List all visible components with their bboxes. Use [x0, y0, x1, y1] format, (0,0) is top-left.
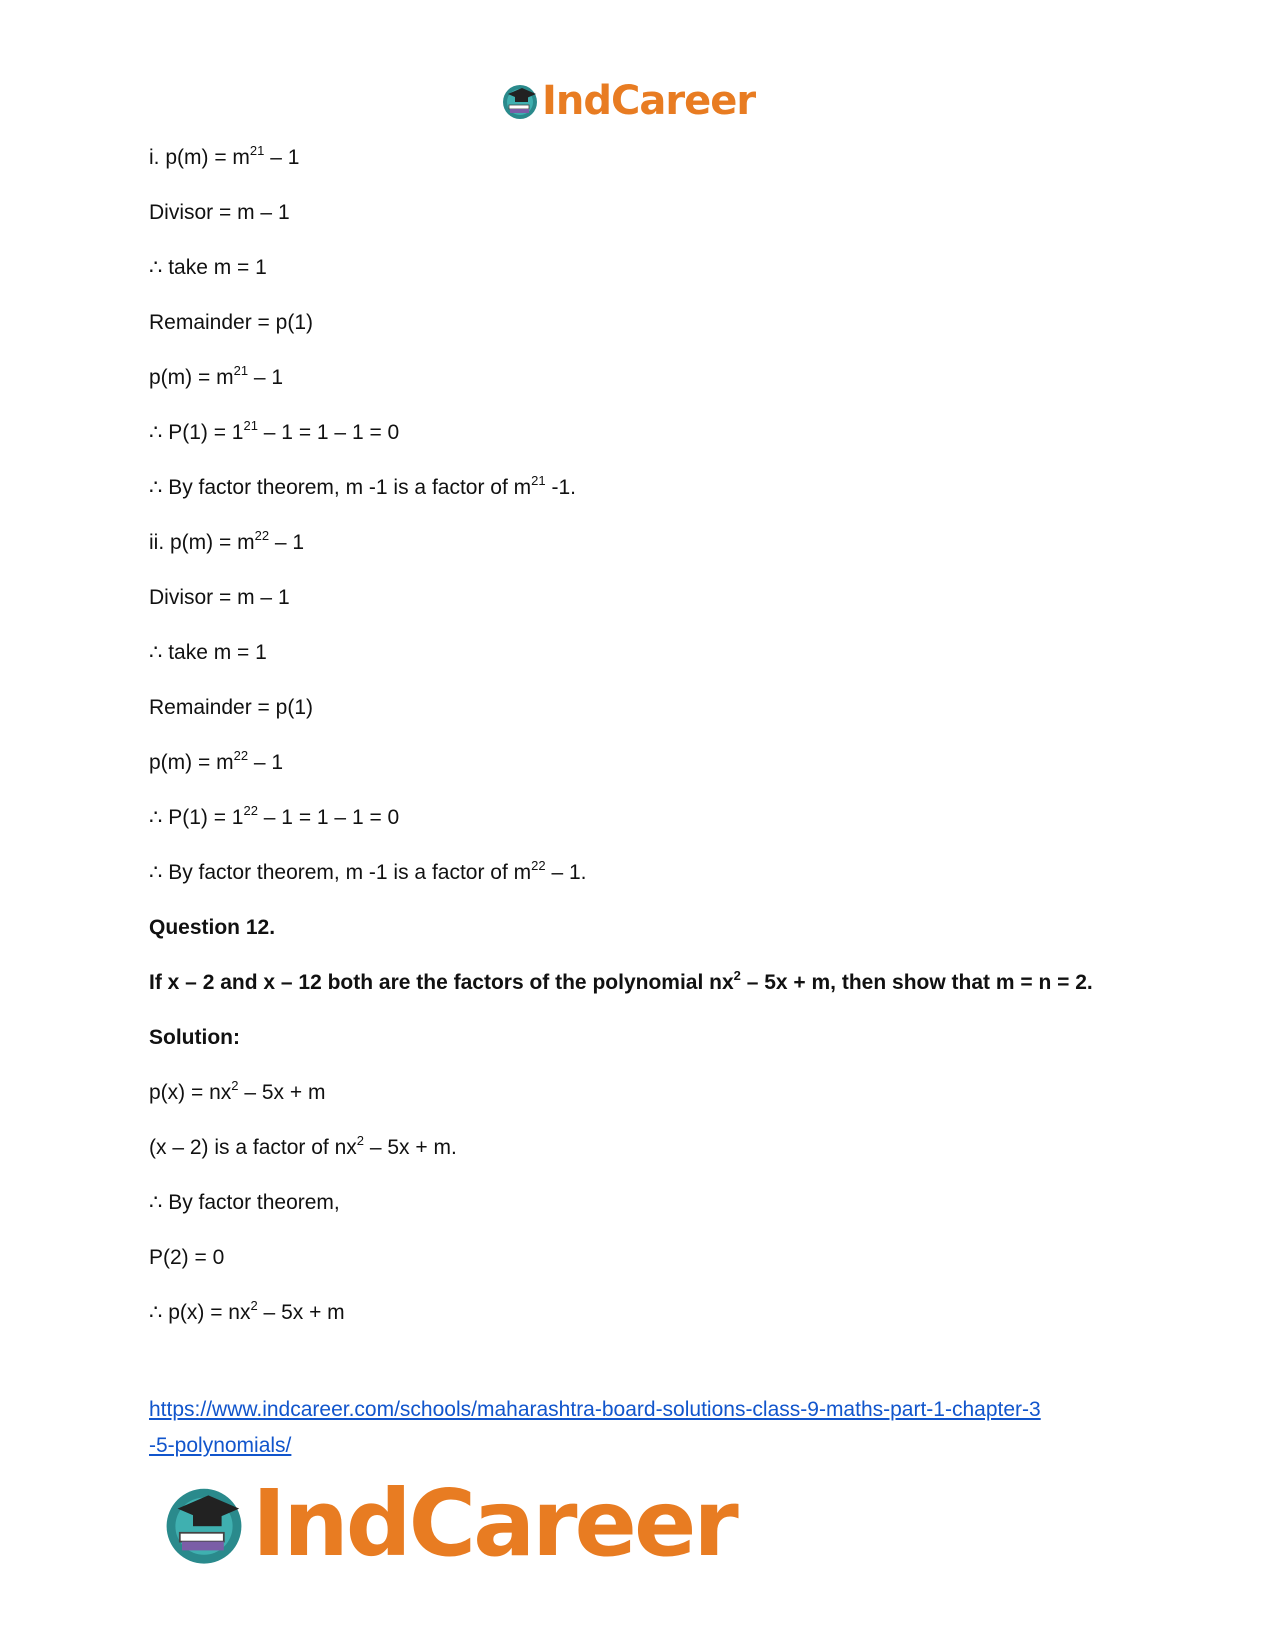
header-logo [500, 78, 755, 124]
text-line [149, 749, 1129, 777]
footer-logo [160, 1470, 736, 1577]
text-line [149, 584, 1129, 612]
line-text: ii. p(m) = m [149, 531, 255, 554]
line-text: Remainder = p(1) [149, 311, 313, 334]
line-text: ∴ By factor theorem, m -1 is a factor of m [149, 861, 532, 884]
line-text-after: – 1 [248, 366, 284, 389]
heading-line [149, 914, 1129, 942]
exponent: 21 [531, 473, 546, 488]
text-line [149, 639, 1129, 667]
line-text: p(x) = nx [149, 1081, 232, 1104]
heading-line [149, 1024, 1129, 1052]
source-link-line-1[interactable]: https://www.indcareer.com/schools/maharashtra-board-solutions-class-9-maths-part-1-chapter-3 [149, 1398, 1041, 1421]
line-text: (x – 2) is a factor of nx [149, 1136, 357, 1159]
exponent: 2 [250, 1298, 258, 1313]
line-text: Remainder = p(1) [149, 696, 313, 719]
line-text: ∴ P(1) = 1 [149, 421, 244, 444]
exponent: 22 [254, 528, 270, 543]
exponent: 22 [531, 858, 546, 873]
text-line [149, 254, 1129, 282]
text-line [149, 419, 1129, 447]
exponent: 2 [733, 968, 741, 983]
exponent: 2 [231, 1078, 239, 1093]
text-line [149, 364, 1129, 392]
line-text: If x – 2 and x – 12 both are the factors of the polynomial nx [149, 971, 734, 994]
line-text: Divisor = m – 1 [149, 586, 290, 609]
text-line [149, 1244, 1129, 1272]
text-line [149, 1299, 1129, 1327]
line-text: ∴ By factor theorem, [149, 1191, 340, 1214]
line-text: P(2) = 0 [149, 1246, 225, 1269]
exponent: 21 [249, 143, 265, 158]
line-text: ∴ By factor theorem, m -1 is a factor of m [149, 476, 532, 499]
graduation-globe-icon [500, 81, 540, 121]
text-line [149, 1189, 1129, 1217]
line-text-after: – 1 = 1 – 1 = 0 [257, 421, 400, 444]
exponent: 22 [243, 803, 258, 818]
exponent: 21 [233, 363, 249, 378]
line-text: Divisor = m – 1 [149, 201, 290, 224]
exponent: 21 [243, 418, 258, 433]
text-line [149, 1134, 1129, 1162]
line-text-after: – 5x + m [257, 1301, 345, 1324]
line-text-after: – 5x + m [238, 1081, 326, 1104]
text-line [149, 309, 1129, 337]
line-text: p(m) = m [149, 751, 234, 774]
line-text: ∴ take m = 1 [149, 256, 267, 279]
line-text-after: -1. [545, 476, 576, 499]
line-text: i. p(m) = m [149, 146, 250, 169]
line-text: Question 12. [149, 916, 276, 939]
line-text-after: – 5x + m. [363, 1136, 457, 1159]
text-line [149, 474, 1129, 502]
text-line [149, 199, 1129, 227]
graduation-globe-icon [160, 1480, 248, 1568]
text-line [149, 529, 1129, 557]
line-text: ∴ p(x) = nx [149, 1301, 251, 1324]
line-text: ∴ P(1) = 1 [149, 806, 244, 829]
line-text-after: – 1. [545, 861, 587, 884]
text-line [149, 1079, 1129, 1107]
text-line [149, 144, 1129, 172]
solution-body [149, 144, 1129, 1354]
text-line [149, 694, 1129, 722]
line-text: ∴ take m = 1 [149, 641, 267, 664]
line-text-after: – 1 [269, 531, 305, 554]
source-link-line-2[interactable]: -5-polynomials/ [149, 1434, 292, 1457]
text-line [149, 859, 1129, 887]
header-logo-text: IndCareer [542, 78, 756, 124]
line-text-after: – 1 = 1 – 1 = 0 [257, 806, 400, 829]
source-link[interactable] [149, 1392, 1139, 1464]
line-text: p(m) = m [149, 366, 234, 389]
line-text-after: – 5x + m, then show that m = n = 2. [740, 971, 1093, 994]
line-text-after: – 1 [264, 146, 300, 169]
line-text-after: – 1 [248, 751, 284, 774]
text-line [149, 804, 1129, 832]
exponent: 22 [233, 748, 249, 763]
footer-logo-text: IndCareer [252, 1470, 736, 1577]
heading-line [149, 969, 1129, 997]
line-text: Solution: [149, 1026, 240, 1049]
exponent: 2 [356, 1133, 364, 1148]
